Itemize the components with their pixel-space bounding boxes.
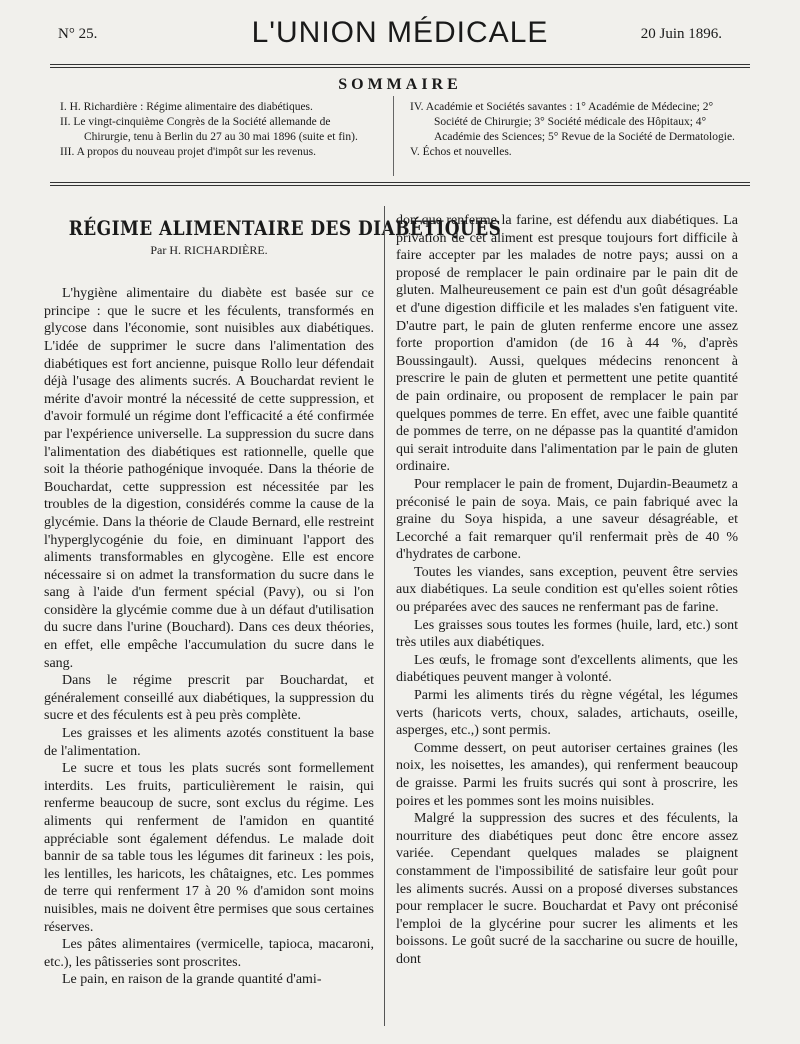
article-title: RÉGIME ALIMENTAIRE DES DIABÉTIQUES [68,216,502,240]
page-header [0,14,800,60]
header-rule [50,64,750,65]
article-paragraph: Les pâtes alimentaires (vermicelle, tapioca, macaroni, etc.), les pâtisseries sont proscrites. [44,937,374,970]
sommaire-rule [50,182,750,183]
article-paragraph: Parmi les aliments tirés du règne végétal, les légumes verts (haricots verts, choux, salades, artichauts, oseille, asperges, etc.,) sont permis. [396,688,738,739]
article-byline: Par H. RICHARDIÈRE. [150,242,268,257]
sommaire-item: I. H. Richardière : Régime alimentaire des diabétiques. [60,101,313,113]
sommaire-title: SOMMAIRE [338,76,462,93]
sommaire-divider [393,96,394,176]
issue-date: 20 Juin 1896. [640,26,722,42]
article-paragraph: Toutes les viandes, sans exception, peuvent être servies aux diabétiques. La seule condition est qu'elles soient rôties ou préparées avec des sauces ne renfermant pas de farine. [396,564,738,616]
article-paragraph: Pour remplacer le pain de froment, Dujardin-Beaumetz a préconisé le pain de soya. Mais, ce pain fabriqué avec la graine du Soya hispida, a une saveur désagréable, et Lecorché a fait remarquer qu'il renfermait près de 40 % d'hydrates de carbone. [396,476,738,563]
journal-title: L'UNION MÉDICALE [251,16,549,49]
sommaire-item: II. Le vingt-cinquième Congrès de la Société allemande de Chirurgie, tenu à Berlin du 27 au 30 mai 1896 (suite et fin). [60,116,358,143]
article-paragraph: Dans le régime prescrit par Bouchardat, et généralement conseillé aux diabétiques, la suppression du sucre et des féculents est à peu près complète. [44,673,374,724]
sommaire-rule-thin [50,185,750,186]
sommaire-item: IV. Académie et Sociétés savantes : 1° Académie de Médecine; 2° Société de Chirurgie; 3° Société médicale des Hôpitaux; 4° Académie des Sciences; 5° Revue de la Société de Dermatologie. [410,101,735,143]
article-paragraph: Le pain, en raison de la grande quantité d'ami- [62,972,322,988]
article-left-column [44,212,502,989]
article-paragraph: don que renferme la farine, est défendu aux diabétiques. La privation de cet aliment est presque toujours fort difficile à faire accepter par les malades de notre pays; aussi on a proposé de remplacer le pain ordinaire par le pain dit de gluten. Malheureusement ce pain est d'un goût désagréable et d'une digestion difficile et les malades s'en fatiguent vite. D'autre part, le pain de gluten renferme encore une assez forte proportion d'amidon (de 16 à 44 %, d'après Boussingault). Aussi, quelques médecins renoncent à prescrire le pain de gluten et permettent une petite quantité de pain ordinaire, ou proposent de remplacer le pain par quelques pommes de terre. En effet, avec une faible quantité de pommes de terre, on ne dépasse pas la quantité d'amidon qui serait introduite dans l'alimentation par le pain de gluten ordinaire. [396,213,738,475]
article-paragraph: Malgré la suppression des sucres et des féculents, la nourriture des diabétiques peut donc être encore assez variée. Cependant quelques malades se plaignent constamment de l'impossibilité de satisfaire leur goût pour les aliments sucrés. Aussi on a proposé diverses substances pour remplacer le sucre. Bouchardat et Pavy ont préconisé l'emploi de la glycérine pour sucrer les aliments et les boissons. Le goût sucré de la saccharine ou sucre de houille, dont [396,811,738,967]
sommaire-item: V. Échos et nouvelles. [410,146,512,158]
sommaire-left-column [60,100,380,160]
article-paragraph: Le sucre et tous les plats sucrés sont formellement interdits. Les fruits, particulièrement le raisin, qui renferme beaucoup de sucre, sont exclus du régime. Les aliments qui renferment de l'amidon en quantité appréciable sont également défendus. Le malade doit bannir de sa table tous les légumes dit farineux : les pois, les lentilles, les haricots, les châtaignes, etc. Les pommes de terre qui renferment 17 à 20 % d'amidon sont moins nuisibles, mais ne doivent être permises que sous certaines réserves. [44,761,374,935]
column-divider [384,206,385,1026]
article-paragraph: L'hygiène alimentaire du diabète est basée sur ce principe : que le sucre et les féculents, transformés en glycose dans l'économie, sont nuisibles aux diabétiques. L'idée de supprimer le sucre dans l'alimentation des diabétiques est fort ancienne, puisque Rollo leur défendait déjà l'usage des aliments sucrés. A Bouchardat revient le mérite d'avoir montré la nécessité de cette suppression, et d'avoir formulé un régime dont l'efficacité a été confirmée par l'expérience universelle. La suppression du sucre dans l'alimentation des diabétiques est rationnelle, quelle que soit la théorie pathogénique invoquée. Dans la théorie de Bouchardat, cette suppression est nécessitée par les troubles de la digestion, considérés comme la cause de la glycémie. Dans la théorie de Claude Bernard, elle restreint l'hyperglycogénie du foie, en diminuant l'apport des aliments transformables en glycogène. Elle est encore nécessaire si on admet la transformation du sucre dans le sang à l'aide d'un ferment spécial (Pavy), ou si l'on considère la glycémie comme due à un défaut d'utilisation du sucre dans l'urine (Bouchard). Dans ces deux théories, en effet, elle empêche l'accumulation du sucre dans le sang. [44,286,374,671]
article-paragraph: Les graisses sous toutes les formes (huile, lard, etc.) sont très utiles aux diabétiques. [396,617,738,651]
article-paragraph: Les graisses et les aliments azotés constituent la base de l'alimentation. [44,726,374,759]
article-right-column [396,212,738,969]
article-paragraph: Comme dessert, on peut autoriser certaines graines (les noix, les noisettes, les amandes), qui renferment beaucoup de graisse. Parmi les fruits sucrés qui sont à proscrire, les poires et les pommes sont les moins nuisibles. [396,740,738,809]
issue-number: N° 25. [58,26,98,42]
sommaire-item: III. A propos du nouveau projet d'impôt sur les revenus. [60,146,316,158]
header-rule-thin [50,67,750,68]
sommaire-right-column [410,100,740,160]
article-paragraph: Les œufs, le fromage sont d'excellents aliments, que les diabétiques peuvent manger à volonté. [396,652,738,686]
